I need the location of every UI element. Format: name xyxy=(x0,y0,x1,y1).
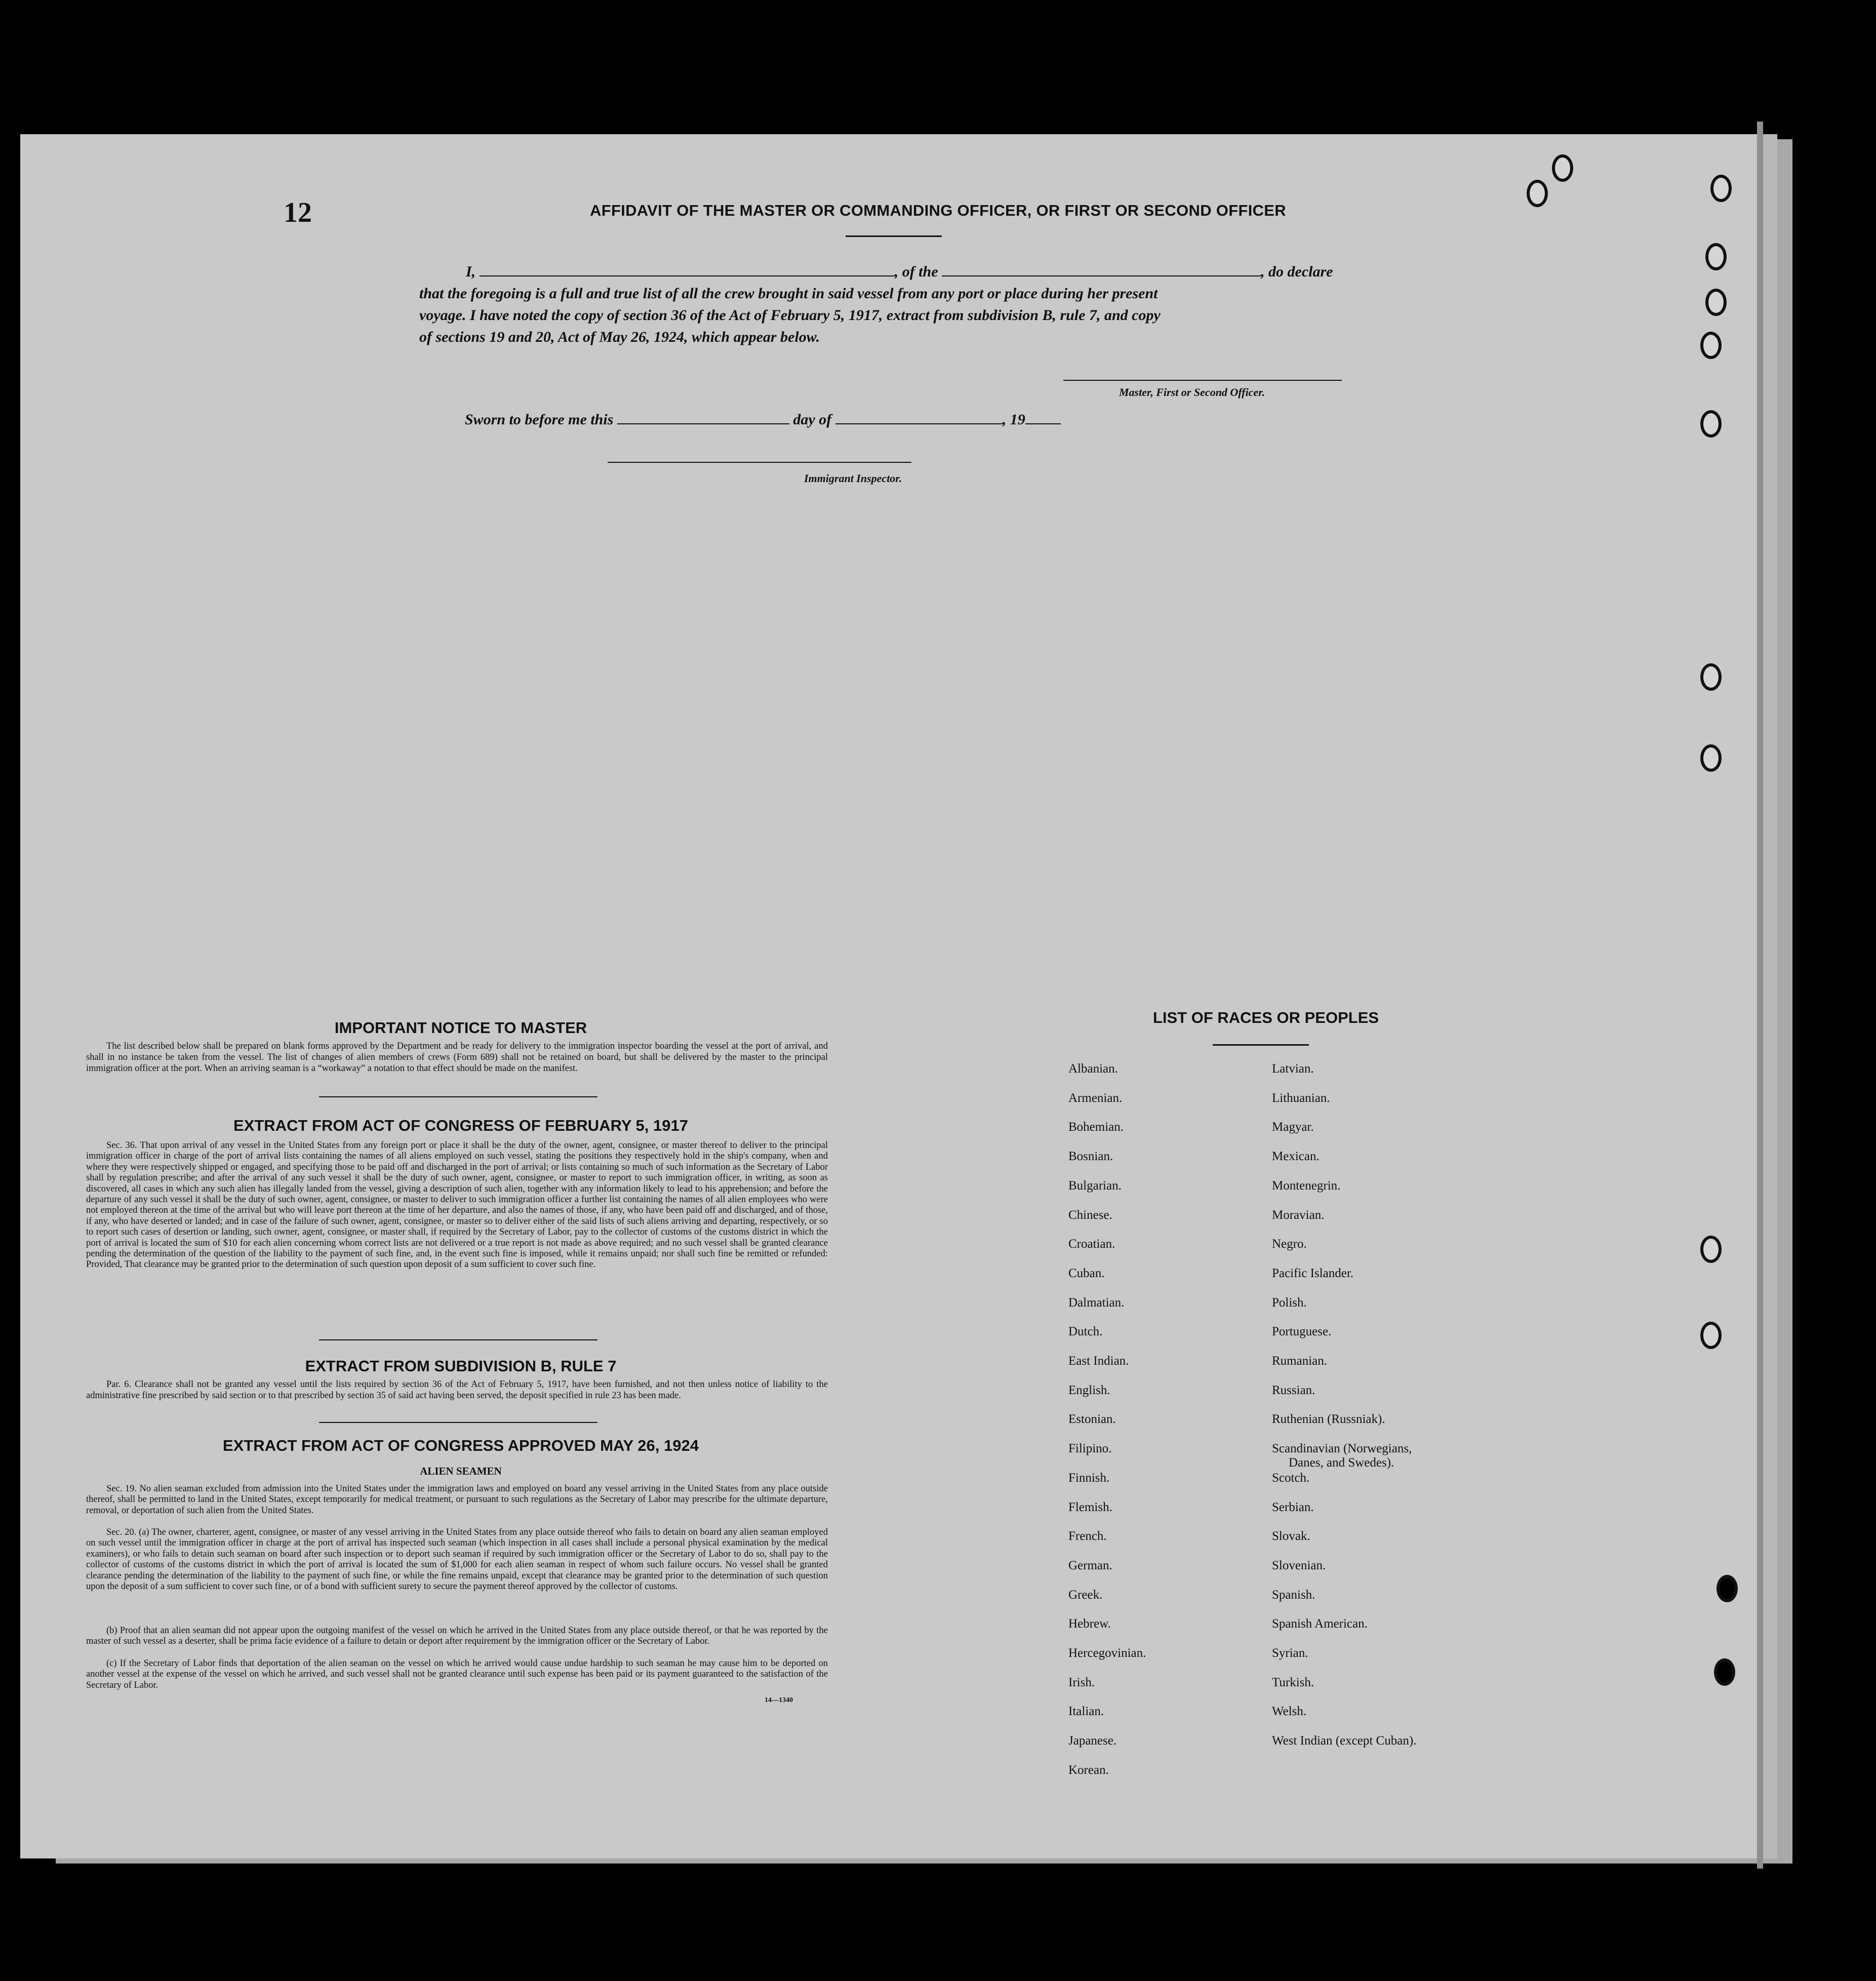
race-item: Mexican. xyxy=(1272,1150,1320,1164)
vessel-label: , of the xyxy=(894,263,938,280)
master-caption: Master, First or Second Officer. xyxy=(1119,386,1265,399)
race-item: Latvian. xyxy=(1272,1062,1314,1076)
affidavit-line3: voyage. I have noted the copy of section 36 of the Act of February 5, 1917, extract from subdivision B, rule 7, and copy xyxy=(419,307,1161,324)
year-label: , 19 xyxy=(1002,411,1025,428)
races-title: LIST OF RACES OR PEOPLES xyxy=(1152,1009,1379,1026)
divider xyxy=(319,1339,597,1340)
race-item: Moravian. xyxy=(1272,1208,1325,1222)
extract-rule7-body: Par. 6. Clearance shall not be granted any vessel until the lists required by section 36 of the Act of February 5, 1917, have been furnished, and not then unless notice of liability to the administrative fine prescribed by said section or to that prescribed by section 35 of said act having been served, the deposit specified in rule 23 has been made. xyxy=(86,1379,828,1401)
race-item: Hercegovinian. xyxy=(1068,1646,1146,1660)
race-item: German. xyxy=(1068,1558,1112,1572)
day-of-label: day of xyxy=(793,411,832,428)
affidavit-line2: that the foregoing is a full and true list of all the crew brought in said vessel from any port or place during her present xyxy=(419,285,1158,302)
divider xyxy=(319,1096,597,1097)
race-item: Scandinavian (Norwegians, xyxy=(1272,1442,1412,1456)
punch-hole xyxy=(1700,332,1722,359)
race-item: Scotch. xyxy=(1272,1471,1310,1485)
punch-hole xyxy=(1705,243,1727,270)
extract-1917-title: EXTRACT FROM ACT OF CONGRESS OF FEBRUARY 5, 1917 xyxy=(233,1117,688,1134)
race-item: French. xyxy=(1068,1529,1107,1543)
document-page xyxy=(20,134,1757,1858)
punch-hole xyxy=(1700,410,1722,438)
sec19-body: Sec. 19. No alien seaman excluded from admission into the United States under the immigration laws and employed on board any vessel arriving in the United States from any place outside thereof, shall be permitted to land in the United States, except temporarily for medical treatment, or pursuant to such regulations as the Secretary of Labor may prescribe for the ultimate departure, removal, or deportation of such alien from the United States. xyxy=(86,1484,828,1516)
race-item: Magyar. xyxy=(1272,1120,1314,1134)
race-item: Greek. xyxy=(1068,1588,1103,1602)
punch-hole xyxy=(1705,289,1727,316)
extract-1917-body: Sec. 36. That upon arrival of any vessel in the United States from any foreign port or place it shall be the duty of the owner, agent, consignee, or master thereof to deliver to the principal immigration officer in charge of the port of arrival lists containing the names of all aliens employed on such vessel, stating the positions they respectively hold in the ship's company, when and where they were respectively shipped or engaged, and specifying those to be paid off and discharged in the port of arrival; or lists containing so much of such information as the Secretary of Labor shall by regulation prescribe; and after the arrival of any such vessel it shall be the duty of such owner, agent, consignee, or master to report to such immigration officer, in writing, as soon as discovered, all cases in which any such alien has illegally landed from the vessel, giving a description of such alien, together with any information likely to lead to his apprehension; and before the departure of any such vessel it shall be the duty of such owner, agent, consignee, or master to deliver to such immigration officer a further list containing the names of all alien employees who were not employed thereon at the time of the arrival but who will leave port thereon at the time of her departure, and also the names of those, if any, who have been paid off and discharged, and of those, if any, who have deserted or landed; and in case of the failure of such owner, agent, consignee, or master so to deliver either of the said lists of such aliens arriving and departing, respectively, or so to report such cases of desertion or landing, such owner, agent, consignee, or master shall, if required by the Secretary of Labor, pay to the collector of customs of the customs district in which the port of arrival is located the sum of $10 for each alien concerning whom correct lists are not delivered or a true report is not made as above required; and no such vessel shall be granted clearance pending the determination of the question of the liability to the payment of such fine, and, in the event such fine is imposed, while it remains unpaid; nor shall such fine be remitted or refunded: Provided, That clearance may be granted prior to the determination of such question upon deposit of a sum sufficient to cover such fine. xyxy=(86,1140,828,1270)
master-signature-field[interactable] xyxy=(1063,380,1342,381)
race-item: Armenian. xyxy=(1068,1091,1123,1105)
extract-1924-title: EXTRACT FROM ACT OF CONGRESS APPROVED MAY 26, 1924 xyxy=(223,1437,699,1454)
race-item: Bulgarian. xyxy=(1068,1178,1122,1193)
race-item: Rumanian. xyxy=(1272,1354,1328,1368)
declarant-label: I, xyxy=(466,263,476,280)
punch-hole xyxy=(1700,744,1722,772)
race-item: Dutch. xyxy=(1068,1325,1103,1339)
race-item: Spanish American. xyxy=(1272,1617,1368,1631)
race-item: Russian. xyxy=(1272,1383,1315,1397)
race-item: Lithuanian. xyxy=(1272,1091,1330,1105)
race-item: Croatian. xyxy=(1068,1237,1115,1251)
race-item: Italian. xyxy=(1068,1705,1104,1719)
race-item: Ruthenian (Russniak). xyxy=(1272,1412,1385,1427)
divider xyxy=(319,1422,597,1423)
punch-hole xyxy=(1552,154,1573,182)
sworn-label: Sworn to before me this xyxy=(465,411,614,428)
race-item: Negro. xyxy=(1272,1237,1307,1251)
notice-body: The list described below shall be prepared on blank forms approved by the Department and be ready for delivery to the immigration inspector boarding the vessel at the port of arrival, and shall in no instance be taken from the vessel. The list of changes of alien members of crews (Form 689) shall not be retained on board, but shall be delivered by the master to the principal immigration officer at the port. When an arriving seaman is a “workaway” a notation to that effect should be made on the manifest. xyxy=(86,1041,828,1074)
race-item: Cuban. xyxy=(1068,1266,1105,1280)
race-item: Polish. xyxy=(1272,1295,1307,1310)
race-item: Irish. xyxy=(1068,1675,1095,1689)
race-item: Bohemian. xyxy=(1068,1120,1124,1134)
title-rule xyxy=(846,235,942,237)
race-item: Danes, and Swedes). xyxy=(1289,1456,1394,1470)
race-item: East Indian. xyxy=(1068,1354,1129,1368)
affidavit-line4: of sections 19 and 20, Act of May 26, 1924, which appear below. xyxy=(419,329,820,345)
notice-title: IMPORTANT NOTICE TO MASTER xyxy=(334,1019,587,1037)
race-item: Filipino. xyxy=(1068,1442,1112,1456)
affidavit-line1 xyxy=(466,263,1333,281)
race-item: Serbian. xyxy=(1272,1500,1314,1514)
race-item: Bosnian. xyxy=(1068,1150,1113,1164)
punch-hole xyxy=(1714,1658,1735,1686)
form-number: 14—1340 xyxy=(765,1696,793,1704)
sworn-line xyxy=(465,411,1061,428)
sworn-year-field[interactable] xyxy=(1025,423,1061,424)
race-item: Dalmatian. xyxy=(1068,1295,1125,1310)
race-item: Pacific Islander. xyxy=(1272,1266,1354,1280)
punch-hole xyxy=(1717,1575,1738,1602)
race-item: Slovak. xyxy=(1272,1529,1310,1543)
title-rule xyxy=(1213,1044,1309,1046)
page-edge xyxy=(1757,122,1763,1869)
race-item: West Indian (except Cuban). xyxy=(1272,1734,1417,1748)
punch-hole xyxy=(1700,1236,1722,1263)
declarant-name-field[interactable] xyxy=(480,275,895,276)
race-item: Flemish. xyxy=(1068,1500,1112,1514)
declare-label: , do declare xyxy=(1261,263,1333,280)
race-item: Welsh. xyxy=(1272,1705,1307,1719)
race-item: Japanese. xyxy=(1068,1734,1117,1748)
punch-hole xyxy=(1710,175,1732,202)
sec20a-body: Sec. 20. (a) The owner, charterer, agent, consignee, or master of any vessel arriving in the United States from any place outside thereof who fails to detain on board any alien seaman employed on such vessel until the immigration officer in charge at the port of arrival has inspected such seaman (which inspection in all cases shall include a personal physical examination by the medical examiners), or who fails to detain such seaman on board after such inspection or to deport such seaman if required by such immigration officer or the Secretary of Labor to do so, shall pay to the collector of customs of the customs district in which the port of arrival is located the sum of $1,000 for each alien seaman in respect of whom such failure occurs. No vessel shall be granted clearance pending the determination of the liability to the payment of such fine, or while the fine remains unpaid, except that clearance may be granted prior to the determination of such question upon the deposit of a sum sufficient to cover such fine, or of a bond with sufficient surety to secure the payment thereof approved by the collector of customs. xyxy=(86,1527,828,1592)
inspector-caption: Immigrant Inspector. xyxy=(804,472,902,485)
punch-hole xyxy=(1700,663,1722,691)
race-item: Montenegrin. xyxy=(1272,1178,1341,1193)
race-item: Spanish. xyxy=(1272,1588,1315,1602)
sec20c-body: (c) If the Secretary of Labor finds that deportation of the alien seaman on the vessel on which he arrived would cause undue hardship to such seaman he may cause him to be deported on another vessel at the expense of the vessel on which he arrived, and such vessel shall not be granted clearance until such expense has been paid or its payment guaranteed to the satisfaction of the Secretary of Labor. xyxy=(86,1658,828,1690)
affidavit-title: AFFIDAVIT OF THE MASTER OR COMMANDING OFFICER, OR FIRST OR SECOND OFFICER xyxy=(590,202,1286,219)
sworn-day-field[interactable] xyxy=(617,423,789,424)
race-item: Hebrew. xyxy=(1068,1617,1111,1631)
race-item: Syrian. xyxy=(1272,1646,1308,1660)
page-mark: 12 xyxy=(284,197,312,228)
race-item: English. xyxy=(1068,1383,1110,1397)
race-item: Portuguese. xyxy=(1272,1325,1332,1339)
inspector-signature-field[interactable] xyxy=(608,462,911,463)
punch-hole xyxy=(1700,1322,1722,1349)
alien-seamen-subtitle: ALIEN SEAMEN xyxy=(420,1465,502,1477)
race-item: Korean. xyxy=(1068,1763,1109,1777)
sec20b-body: (b) Proof that an alien seaman did not appear upon the outgoing manifest of the vessel on which he arrived in the United States from any place outside thereof, or that he was reported by the master of such vessel as a deserter, shall be prima facie evidence of a failure to detain or deport after requirement by the immigration officer or the Secretary of Labor. xyxy=(86,1626,828,1647)
race-item: Chinese. xyxy=(1068,1208,1112,1222)
race-item: Turkish. xyxy=(1272,1675,1314,1689)
sworn-month-field[interactable] xyxy=(835,423,1003,424)
race-item: Albanian. xyxy=(1068,1062,1118,1076)
extract-rule7-title: EXTRACT FROM SUBDIVISION B, RULE 7 xyxy=(305,1357,617,1375)
race-item: Slovenian. xyxy=(1272,1558,1326,1572)
vessel-name-field[interactable] xyxy=(942,275,1261,276)
race-item: Finnish. xyxy=(1068,1471,1110,1485)
race-item: Estonian. xyxy=(1068,1412,1116,1427)
